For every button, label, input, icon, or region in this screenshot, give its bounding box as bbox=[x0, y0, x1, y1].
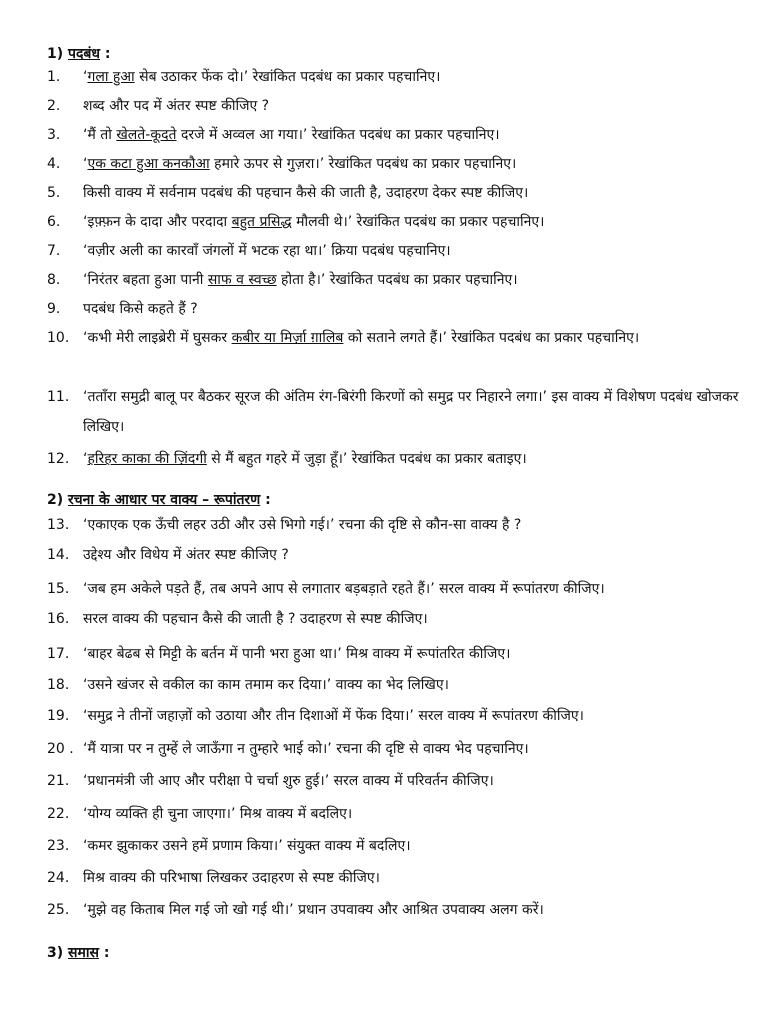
text-segment: ‘मैं यात्रा पर न तुम्हें ले जाऊँगा न तुम्हारे भाई को।’ रचना की दृष्टि से वाक्य भेद पहचानिए। bbox=[83, 741, 529, 757]
question-number: 2. bbox=[47, 98, 61, 114]
text-segment: होता है।’ रेखांकित पदबंध का प्रकार पहचानिए। bbox=[276, 272, 518, 288]
underlined-phrase: खेलते-कूदते bbox=[116, 127, 177, 143]
text-segment: ‘कमर झुकाकर उसने हमें प्रणाम किया।’ संयुक्त वाक्य में बदलिए। bbox=[83, 838, 411, 854]
section-title: रचना के आधार पर वाक्य – रूपांतरण bbox=[68, 492, 261, 508]
question-text bbox=[83, 91, 747, 121]
question-text bbox=[83, 236, 747, 266]
question-number: 12. bbox=[47, 451, 70, 467]
text-segment: ‘इफ़्फ़न के दादा और परदादा bbox=[83, 214, 232, 230]
question-text bbox=[83, 120, 747, 150]
section-suffix: : bbox=[103, 945, 110, 961]
section-title: समास bbox=[68, 945, 99, 961]
question-text bbox=[83, 799, 747, 829]
text-segment: मौलवी थे।’ रेखांकित पदबंध का प्रकार पहचानिए। bbox=[291, 214, 545, 230]
section-heading-rachna bbox=[47, 490, 271, 509]
question-text bbox=[83, 574, 747, 604]
text-segment: ‘एकाएक एक ऊँची लहर उठी और उसे भिगो गई।’ रचना की दृष्टि से कौन-सा वाक्य है ? bbox=[83, 517, 522, 533]
question-number: 6. bbox=[47, 214, 61, 230]
question-number: 9. bbox=[47, 301, 61, 317]
underlined-phrase: कबीर या मिर्ज़ा ग़ालिब bbox=[231, 330, 344, 346]
text-segment: सरल वाक्य की पहचान कैसे की जाती है ? उदाहरण से स्पष्ट कीजिए। bbox=[83, 611, 428, 627]
text-segment: ‘तताँरा समुद्री बालू पर बैठकर सूरज की अंतिम रंग-बिरंगी किरणों को समुद्र पर निहारने लगा।’ इस वाक्य में विशेषण पदबंध खोजकर लिखिए। bbox=[83, 389, 739, 435]
text-segment: ‘मैं तो bbox=[83, 127, 117, 143]
underlined-phrase: बहुत प्रसिद्ध bbox=[231, 214, 292, 230]
question-text bbox=[83, 62, 747, 92]
question-text bbox=[83, 323, 747, 353]
question-text bbox=[83, 510, 747, 540]
text-segment: दरजे में अव्वल आ गया।’ रेखांकित पदबंध का प्रकार पहचानिए। bbox=[176, 127, 500, 143]
text-segment: मिश्र वाक्य की परिभाषा लिखकर उदाहरण से स्पष्ट कीजिए। bbox=[83, 870, 380, 886]
text-segment: सेब उठाकर फेंक दो।’ रेखांकित पदबंध का प्रकार पहचानिए। bbox=[134, 69, 441, 85]
text-segment: ‘उसने खंजर से वकील का काम तमाम कर दिया।’ वाक्य का भेद लिखिए। bbox=[83, 677, 449, 693]
question-text bbox=[83, 701, 747, 731]
question-text bbox=[83, 265, 747, 295]
text-segment: ‘मुझे वह किताब मिल गई जो खो गई थी।’ प्रधान उपवाक्य और आश्रित उपवाक्य अलग करें। bbox=[83, 902, 544, 918]
text-segment: ‘बाहर बेढब से मिट्टी के बर्तन में पानी भरा हुआ था।’ मिश्र वाक्य में रूपांतरित कीजिए। bbox=[83, 646, 511, 662]
section-heading-samas bbox=[47, 943, 109, 962]
text-segment: ‘वज़ीर अली का कारवाँ जंगलों में भटक रहा था।’ क्रिया पदबंध पहचानिए। bbox=[83, 243, 451, 259]
question-number: 18. bbox=[47, 677, 70, 693]
question-number: 24. bbox=[47, 870, 70, 886]
section-number: 1) bbox=[47, 46, 64, 62]
question-number: 5. bbox=[47, 185, 61, 201]
question-number: 11. bbox=[47, 389, 70, 405]
underlined-phrase: गला हुआ bbox=[87, 69, 135, 85]
section-suffix: : bbox=[104, 46, 111, 62]
text-segment: ‘ bbox=[83, 156, 88, 172]
question-text bbox=[83, 766, 747, 796]
question-number: 21. bbox=[47, 773, 70, 789]
question-number: 3. bbox=[47, 127, 61, 143]
text-segment: ‘प्रधानमंत्री जी आए और परीक्षा पे चर्चा शुरु हुई।’ सरल वाक्य में परिवर्तन कीजिए। bbox=[83, 773, 494, 789]
question-text bbox=[83, 444, 747, 474]
question-text bbox=[83, 863, 747, 893]
underlined-phrase: हरिहर काका की ज़िंदगी bbox=[87, 451, 207, 467]
text-segment: हमारे ऊपर से गुज़रा।’ रेखांकित पदबंध का प्रकार पहचानिए। bbox=[209, 156, 517, 172]
text-segment: ‘कभी मेरी लाइब्रेरी में घुसकर bbox=[83, 330, 232, 346]
section-title: पदबंध bbox=[68, 46, 101, 62]
text-segment: पदबंध किसे कहते हैं ? bbox=[83, 301, 198, 317]
question-number: 22. bbox=[47, 806, 70, 822]
question-number: 14. bbox=[47, 547, 70, 563]
text-segment: किसी वाक्य में सर्वनाम पदबंध की पहचान कैसे की जाती है, उदाहरण देकर स्पष्ट कीजिए। bbox=[83, 185, 529, 201]
question-number: 17. bbox=[47, 646, 70, 662]
question-number: 15. bbox=[47, 581, 70, 597]
question-text bbox=[83, 382, 747, 442]
question-text bbox=[83, 831, 747, 861]
underlined-phrase: एक कटा हुआ कनकौआ bbox=[87, 156, 210, 172]
question-text bbox=[83, 734, 747, 764]
section-suffix: : bbox=[265, 492, 271, 508]
question-number: 8. bbox=[47, 272, 61, 288]
question-text bbox=[83, 294, 747, 324]
question-number: 23. bbox=[47, 838, 70, 854]
question-number: 1. bbox=[47, 69, 61, 85]
text-segment: उद्देश्य और विधेय में अंतर स्पष्ट कीजिए ? bbox=[83, 547, 289, 563]
question-text bbox=[83, 178, 747, 208]
question-number: 7. bbox=[47, 243, 61, 259]
question-text bbox=[83, 540, 747, 570]
question-text bbox=[83, 207, 747, 237]
text-segment: शब्द और पद में अंतर स्पष्ट कीजिए ? bbox=[83, 98, 270, 114]
text-segment: को सताने लगते हैं।’ रेखांकित पदबंध का प्रकार पहचानिए। bbox=[343, 330, 640, 346]
section-heading-padbandh bbox=[47, 44, 111, 63]
text-segment: ‘ bbox=[83, 69, 88, 85]
text-segment: से मैं बहुत गहरे में जुड़ा हूँ।’ रेखांकित पदबंध का प्रकार बताइए। bbox=[206, 451, 527, 467]
section-number: 3) bbox=[47, 945, 64, 961]
question-number: 13. bbox=[47, 517, 70, 533]
section-number: 2) bbox=[47, 492, 64, 508]
text-segment: ‘निरंतर बहता हुआ पानी bbox=[83, 272, 208, 288]
question-text bbox=[83, 149, 747, 179]
question-number: 16. bbox=[47, 611, 70, 627]
question-text bbox=[83, 895, 747, 925]
question-text bbox=[83, 604, 747, 634]
question-number: 4. bbox=[47, 156, 61, 172]
underlined-phrase: साफ व स्वच्छ bbox=[207, 272, 277, 288]
text-segment: ‘ bbox=[83, 451, 88, 467]
text-segment: ‘योग्य व्यक्ति ही चुना जाएगा।’ मिश्र वाक्य में बदलिए। bbox=[83, 806, 353, 822]
question-number: 10. bbox=[47, 330, 70, 346]
question-number: 20 . bbox=[47, 741, 74, 757]
question-number: 25. bbox=[47, 902, 70, 918]
question-text bbox=[83, 670, 747, 700]
question-number: 19. bbox=[47, 708, 70, 724]
question-text bbox=[83, 639, 747, 669]
text-segment: ‘समुद्र ने तीनों जहाज़ों को उठाया और तीन दिशाओं में फेंक दिया।’ सरल वाक्य में रूपांतरण कीजिए। bbox=[83, 708, 584, 724]
text-segment: ‘जब हम अकेले पड़ते हैं, तब अपने आप से लगातार बड़बड़ाते रहते हैं।’ सरल वाक्य में रूपांतरण कीजिए। bbox=[83, 581, 605, 597]
